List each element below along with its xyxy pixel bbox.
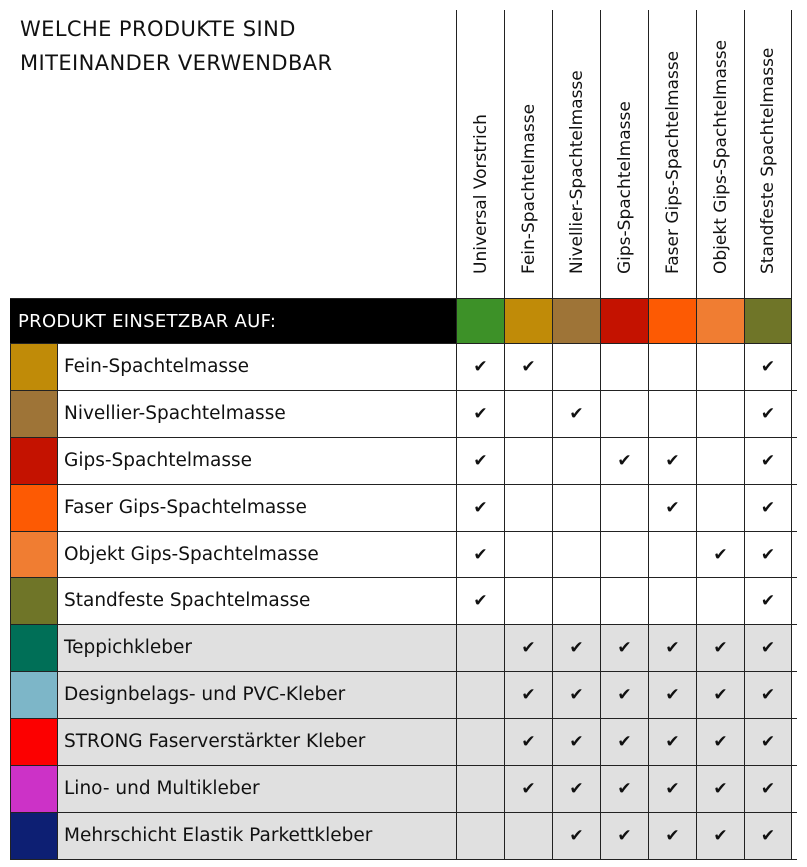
compatibility-cell — [648, 578, 696, 624]
table-row — [10, 485, 797, 532]
compatibility-cell — [648, 766, 696, 812]
compatibility-cell — [600, 625, 648, 671]
check-icon: ✔ — [473, 357, 488, 377]
compatibility-cell — [744, 719, 792, 765]
check-icon: ✔ — [473, 544, 488, 565]
compatibility-cell — [648, 485, 696, 531]
product-name: Fein-Spachtelmasse — [64, 356, 250, 377]
compatibility-cell — [600, 532, 648, 578]
compatibility-cell — [600, 578, 648, 624]
compatibility-cell — [696, 438, 744, 484]
compatibility-cell — [696, 532, 744, 578]
compatibility-cell — [504, 672, 552, 718]
check-icon: ✔ — [760, 825, 776, 846]
check-icon: ✔ — [760, 403, 776, 424]
compatibility-cell — [600, 438, 648, 484]
check-icon: ✔ — [713, 638, 728, 659]
compatibility-cell — [696, 391, 744, 437]
check-icon: ✔ — [569, 638, 584, 659]
compatibility-cell — [648, 625, 696, 671]
check-icon: ✔ — [665, 497, 680, 518]
compatibility-cell — [504, 485, 552, 531]
column-color-swatch — [456, 298, 504, 344]
product-name: Gips-Spachtelmasse — [64, 449, 253, 471]
compatibility-cell — [744, 438, 792, 484]
table-row — [10, 625, 797, 672]
check-icon: ✔ — [665, 779, 680, 800]
check-icon: ✔ — [713, 779, 728, 800]
compatibility-cell — [696, 813, 744, 859]
compatibility-cell — [504, 719, 552, 765]
compatibility-cell — [744, 672, 792, 718]
check-icon: ✔ — [760, 357, 776, 377]
compatibility-cell — [504, 344, 552, 390]
column-header — [744, 10, 792, 298]
compatibility-cell — [600, 766, 648, 812]
compatibility-cell — [744, 391, 792, 437]
compatibility-cell — [696, 766, 744, 812]
column-color-swatch — [696, 298, 744, 344]
compatibility-cell — [504, 532, 552, 578]
product-name: Mehrschicht Elastik Parkettkleber — [58, 813, 456, 859]
column-header — [648, 10, 696, 298]
check-icon: ✔ — [569, 403, 584, 424]
column-color-swatch — [504, 298, 552, 344]
compatibility-cell — [744, 813, 792, 859]
check-icon: ✔ — [665, 638, 680, 659]
compatibility-cell — [600, 391, 648, 437]
product-name: Nivellier-Spachtelmasse — [64, 402, 286, 424]
check-icon: ✔ — [760, 732, 776, 753]
compatibility-cell — [648, 532, 696, 578]
compatibility-cell — [504, 766, 552, 812]
table-row — [10, 719, 797, 766]
check-icon: ✔ — [521, 685, 536, 706]
check-icon: ✔ — [473, 591, 488, 612]
usage-header-bar: PRODUKT EINSETZBAR AUF: — [10, 298, 456, 344]
compatibility-cell — [456, 485, 504, 531]
column-color-swatch — [600, 298, 648, 344]
check-icon: ✔ — [665, 685, 680, 706]
product-color-swatch — [10, 672, 58, 718]
check-icon: ✔ — [569, 685, 584, 706]
compatibility-cell — [696, 578, 744, 624]
compatibility-cell — [744, 532, 792, 578]
column-header — [600, 10, 648, 298]
compatibility-cell — [696, 672, 744, 718]
column-color-swatch — [552, 298, 600, 344]
check-icon: ✔ — [473, 450, 488, 471]
compatibility-cell — [456, 438, 504, 484]
check-icon: ✔ — [617, 450, 632, 471]
compatibility-cell — [648, 813, 696, 859]
compatibility-cell — [600, 344, 648, 390]
column-header — [504, 10, 552, 298]
check-icon: ✔ — [617, 825, 632, 846]
check-icon: ✔ — [473, 497, 488, 518]
compatibility-cell — [648, 438, 696, 484]
check-icon: ✔ — [473, 403, 488, 424]
compatibility-cell — [504, 813, 552, 859]
title-line-1: WELCHE PRODUKTE SIND — [20, 17, 296, 41]
compatibility-cell — [552, 532, 600, 578]
compatibility-cell — [552, 438, 600, 484]
product-color-swatch — [10, 391, 58, 437]
table-row — [10, 391, 797, 438]
compatibility-cell — [456, 719, 504, 765]
product-color-swatch — [10, 532, 58, 578]
check-icon: ✔ — [760, 497, 776, 518]
column-header-label: Gips-Spachtelmasse — [614, 101, 635, 274]
check-icon: ✔ — [760, 638, 776, 659]
check-icon: ✔ — [521, 638, 536, 659]
compatibility-cell — [456, 813, 504, 859]
check-icon: ✔ — [569, 825, 584, 846]
column-header — [456, 10, 504, 298]
compatibility-cell — [456, 625, 504, 671]
check-icon: ✔ — [760, 779, 776, 800]
compatibility-cell — [600, 813, 648, 859]
product-color-swatch — [10, 344, 58, 390]
product-color-swatch — [10, 438, 58, 484]
product-color-swatch — [10, 766, 58, 812]
product-color-swatch — [10, 485, 58, 531]
compatibility-cell — [552, 719, 600, 765]
check-icon: ✔ — [760, 450, 776, 471]
compatibility-cell — [648, 672, 696, 718]
compatibility-cell — [552, 391, 600, 437]
compatibility-cell — [504, 578, 552, 624]
column-header — [552, 10, 600, 298]
compatibility-cell — [744, 625, 792, 671]
check-icon: ✔ — [713, 732, 728, 753]
page-title — [20, 12, 440, 80]
compatibility-cell — [744, 485, 792, 531]
compatibility-cell — [456, 532, 504, 578]
compatibility-cell — [456, 391, 504, 437]
compatibility-cell — [552, 813, 600, 859]
compatibility-cell — [648, 344, 696, 390]
product-name: STRONG Faserverstärkter Kleber — [58, 719, 456, 765]
compatibility-cell — [600, 485, 648, 531]
compatibility-cell — [648, 391, 696, 437]
product-color-swatch — [10, 578, 58, 624]
compatibility-cell — [456, 766, 504, 812]
check-icon: ✔ — [760, 544, 776, 565]
compatibility-cell — [696, 625, 744, 671]
compatibility-table — [10, 344, 797, 860]
compatibility-cell — [552, 672, 600, 718]
check-icon: ✔ — [665, 732, 680, 753]
check-icon: ✔ — [617, 638, 632, 659]
compatibility-cell — [504, 438, 552, 484]
compatibility-cell — [552, 578, 600, 624]
check-icon: ✔ — [617, 732, 632, 753]
compatibility-cell — [504, 625, 552, 671]
product-name: Designbelags- und PVC-Kleber — [58, 672, 456, 718]
column-header-label: Standfeste Spachtelmasse — [758, 47, 778, 274]
product-color-swatch — [10, 813, 58, 859]
check-icon: ✔ — [713, 685, 728, 706]
table-row — [10, 344, 797, 391]
table-row — [10, 438, 797, 485]
check-icon: ✔ — [569, 779, 584, 800]
check-icon: ✔ — [665, 450, 680, 471]
product-name: Objekt Gips-Spachtelmasse — [64, 543, 319, 565]
table-row — [10, 578, 797, 625]
product-name: Standfeste Spachtelmasse — [64, 590, 311, 612]
check-icon: ✔ — [760, 591, 776, 612]
column-header-label: Universal Vorstrich — [470, 114, 491, 274]
column-header-label: Fein-Spachtelmasse — [518, 103, 539, 274]
compatibility-cell — [552, 625, 600, 671]
compatibility-cell — [696, 344, 744, 390]
check-icon: ✔ — [617, 779, 632, 800]
compatibility-cell — [744, 344, 792, 390]
table-row — [10, 532, 797, 579]
product-color-swatch — [10, 719, 58, 765]
table-row — [10, 813, 797, 860]
check-icon: ✔ — [521, 779, 536, 800]
check-icon: ✔ — [760, 685, 776, 706]
column-header-label: Nivellier-Spachtelmasse — [566, 70, 587, 274]
compatibility-cell — [744, 766, 792, 812]
table-row — [10, 672, 797, 719]
compatibility-cell — [456, 578, 504, 624]
compatibility-cell — [600, 672, 648, 718]
check-icon: ✔ — [569, 732, 584, 753]
table-row — [10, 766, 797, 813]
compatibility-cell — [600, 719, 648, 765]
check-icon: ✔ — [617, 685, 632, 706]
check-icon: ✔ — [713, 544, 728, 565]
product-name: Faser Gips-Spachtelmasse — [64, 496, 307, 518]
compatibility-cell — [744, 578, 792, 624]
compatibility-cell — [696, 719, 744, 765]
compatibility-cell — [552, 766, 600, 812]
column-header — [696, 10, 744, 298]
compatibility-cell — [648, 719, 696, 765]
title-line-2: MITEINANDER VERWENDBAR — [20, 51, 333, 75]
compatibility-cell — [552, 485, 600, 531]
product-name: Teppichkleber — [58, 625, 456, 671]
column-header-label: Faser Gips-Spachtelmasse — [662, 50, 683, 274]
check-icon: ✔ — [713, 825, 728, 846]
check-icon: ✔ — [521, 732, 536, 753]
column-color-swatch — [744, 298, 792, 344]
compatibility-cell — [456, 672, 504, 718]
check-icon: ✔ — [521, 357, 536, 377]
product-color-swatch — [10, 625, 58, 671]
check-icon: ✔ — [665, 825, 680, 846]
product-name: Lino- und Multikleber — [58, 766, 456, 812]
compatibility-cell — [504, 391, 552, 437]
compatibility-cell — [456, 344, 504, 390]
compatibility-cell — [696, 485, 744, 531]
column-color-swatch — [648, 298, 696, 344]
compatibility-cell — [552, 344, 600, 390]
column-header-label: Objekt Gips-Spachtelmasse — [710, 39, 731, 274]
